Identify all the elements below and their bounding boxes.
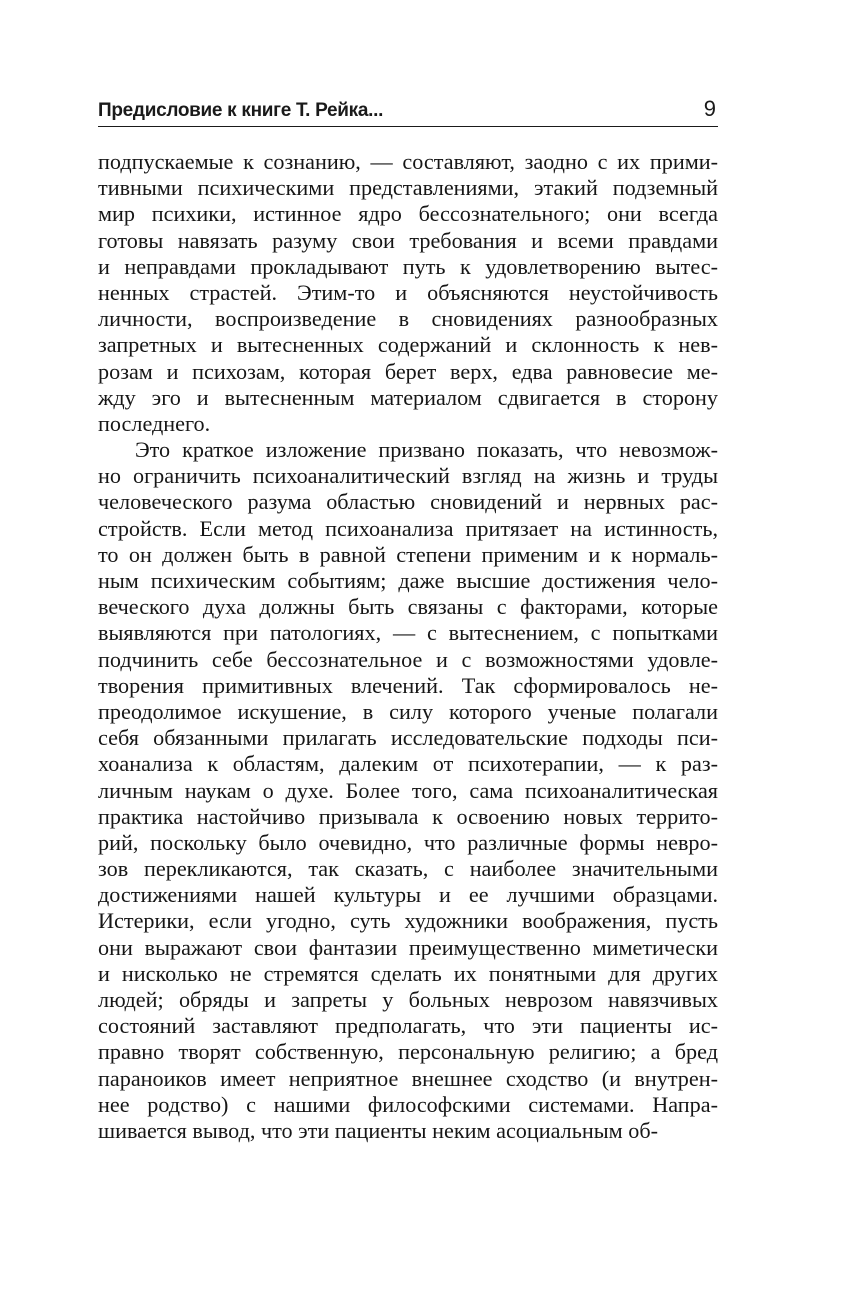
text-line: состояний заставляют предполагать, что эти пациенты ис- xyxy=(98,1013,718,1039)
text-line: жду эго и вытесненным материалом сдвигается в сторону xyxy=(98,384,718,410)
text-line: хоанализа к областям, далеким от психотерапии, — к раз- xyxy=(98,751,718,777)
book-page xyxy=(98,96,718,1276)
text-line: готовы навязать разуму свои требования и всеми правдами xyxy=(98,227,718,253)
text-line: подчинить себе бессознательное и с возможностями удовле- xyxy=(98,646,718,672)
text-line: нее родство) с нашими философскими системами. Напра- xyxy=(98,1091,718,1117)
text-line: и неправдами прокладывают путь к удовлетворению вытес- xyxy=(98,253,718,279)
text-line: практика настойчиво призывала к освоению новых террито- xyxy=(98,803,718,829)
text-line: мир психики, истинное ядро бессознательного; они всегда xyxy=(98,201,718,227)
text-line: шивается вывод, что эти пациенты неким асоциальным об- xyxy=(98,1117,659,1143)
text-line: правно творят собственную, персональную религию; а бред xyxy=(98,1039,718,1065)
text-line: человеческого разума областью сновидений и нервных рас- xyxy=(98,489,718,515)
text-line: и нисколько не стремятся сделать их понятными для других xyxy=(98,960,718,986)
text-line: подпускаемые к сознанию, — составляют, заодно с их прими- xyxy=(98,149,718,174)
text-line: Истерики, если угодно, суть художники воображения, пусть xyxy=(98,908,718,934)
paragraph xyxy=(98,149,718,437)
text-line: достижениями нашей культуры и ее лучшими образцами. xyxy=(98,882,718,908)
text-line: зов перекликаются, так сказать, с наиболее значительными xyxy=(98,856,718,882)
text-line: розам и психозам, которая берет верх, едва равновесие ме- xyxy=(98,358,718,384)
text-line: они выражают свои фантазии преимущественно миметически xyxy=(98,934,718,960)
text-line: ным психическим событиям; даже высшие достижения чело- xyxy=(98,568,718,593)
text-line: запретных и вытесненных содержаний и склонность к нев- xyxy=(98,332,718,358)
text-line: выявляются при патологиях, — с вытеснением, с попытками xyxy=(98,620,718,646)
text-line: творения примитивных влечений. Так сформировалось не- xyxy=(98,672,718,698)
text-line: параноиков имеет неприятное внешнее сходство (и внутрен- xyxy=(98,1065,718,1091)
text-line: себя обязанными прилагать исследовательские подходы пси- xyxy=(98,725,718,751)
text-line: то он должен быть в равной степени применим и к нормаль- xyxy=(98,541,718,567)
text-line: веческого духа должны быть связаны с факторами, которые xyxy=(98,594,718,620)
text-line: людей; обряды и запреты у больных неврозом навязчивых xyxy=(98,987,718,1012)
text-line: стройств. Если метод психоанализа притязает на истинность, xyxy=(98,515,718,541)
text-line: личности, воспроизведение в сновидениях разнообразных xyxy=(98,306,718,332)
running-title: Предисловие к книге Т. Рейка... xyxy=(98,100,384,121)
text-line: ненных страстей. Этим-то и объясняются неустойчивость xyxy=(98,279,718,305)
text-line: тивными психическими представлениями, этакий подземный xyxy=(98,175,718,201)
paragraph xyxy=(98,437,718,1144)
text-line: Это краткое изложение призвано показать, что невозмож- xyxy=(135,437,718,463)
running-head xyxy=(98,96,718,127)
text-line: рий, поскольку было очевидно, что различные формы невро- xyxy=(98,829,718,855)
text-line: преодолимое искушение, в силу которого ученые полагали xyxy=(98,698,718,724)
page-number: 9 xyxy=(703,96,716,121)
text-line: последнего. xyxy=(98,410,211,436)
body-text xyxy=(98,149,718,1144)
text-line: личным наукам о духе. Более того, сама психоаналитическая xyxy=(98,777,718,803)
text-line: но ограничить психоаналитический взгляд на жизнь и труды xyxy=(98,463,718,489)
